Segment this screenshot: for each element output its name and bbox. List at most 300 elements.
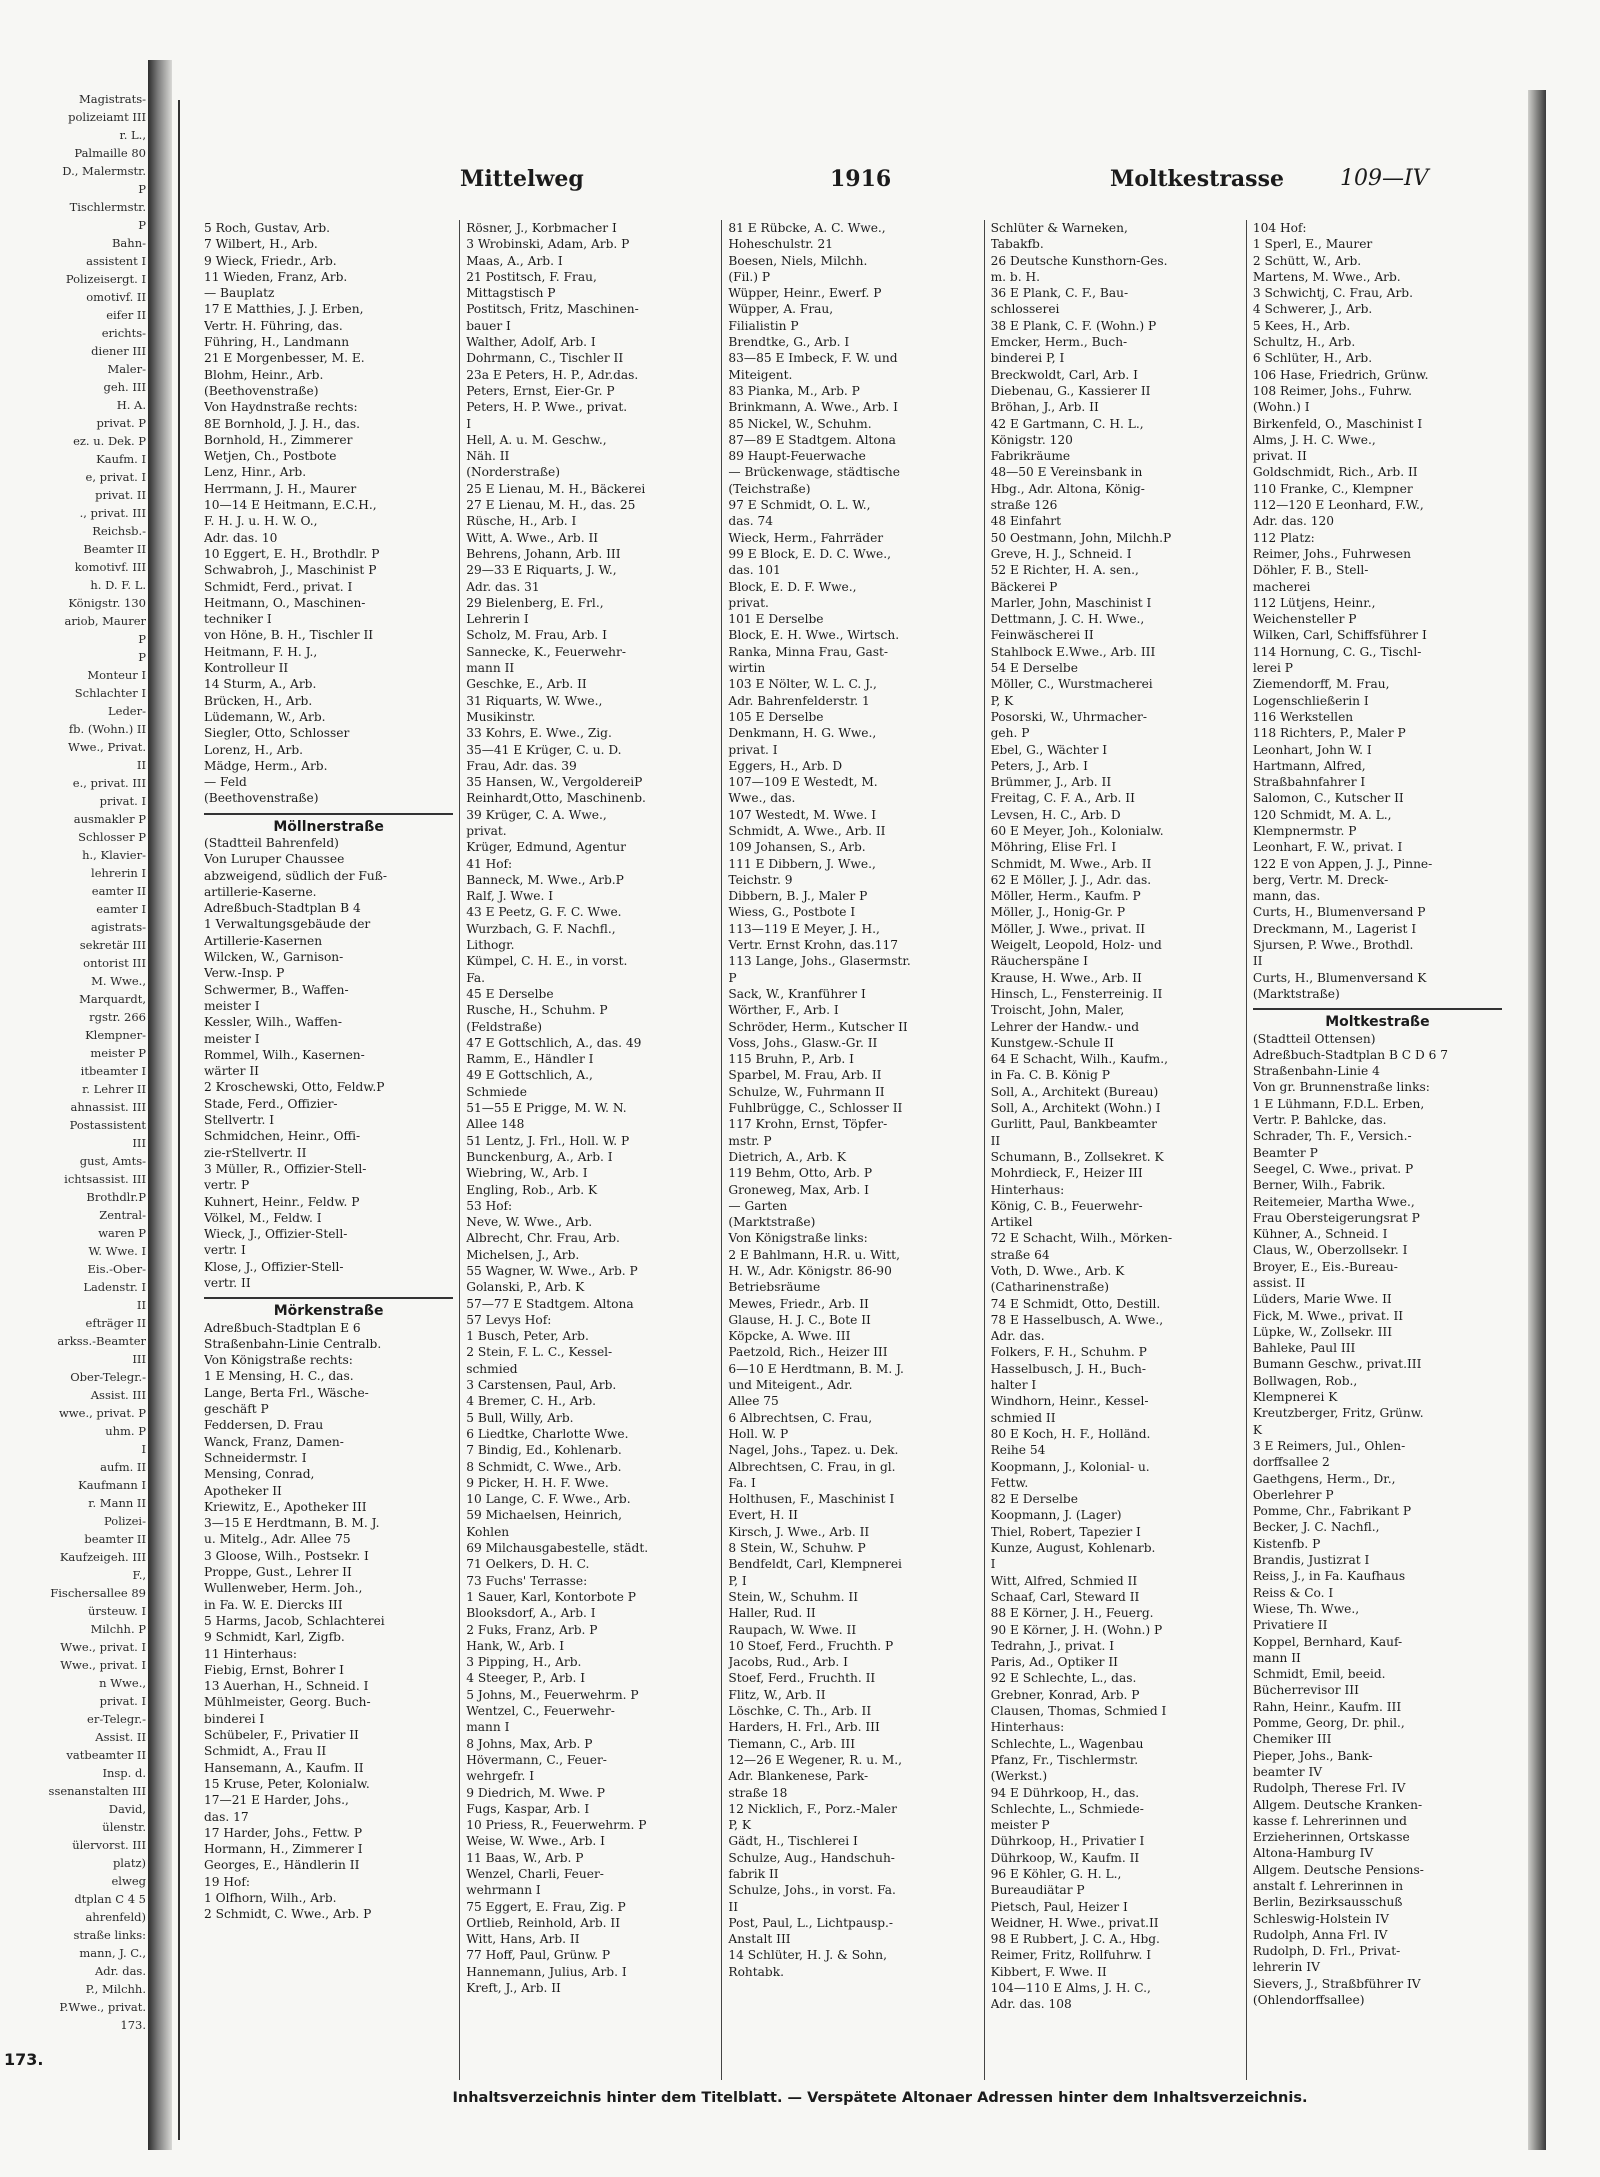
directory-entry: Koopmann, J., Kolonial- u. xyxy=(990,1459,1150,1474)
directory-entry: 104—110 E Alms, J. H. C., xyxy=(990,1981,1151,1996)
gutter-line: ülenstr. xyxy=(102,1820,146,1834)
directory-entry: 108 Reimer, Johs., Fuhrw. xyxy=(1252,383,1413,398)
directory-entry: Wüpper, Heinr., Ewerf. P xyxy=(728,286,882,301)
gutter-line: agistrats- xyxy=(90,920,146,934)
gutter-line: waren P xyxy=(98,1226,146,1240)
directory-entry: Adreßbuch-Stadtplan E 6 xyxy=(204,1320,361,1335)
directory-entry: 2 Schütt, W., Arb. xyxy=(1252,253,1362,268)
directory-entry: 5 Kees, H., Arb. xyxy=(1252,318,1351,333)
directory-entry: Reitemeier, Martha Wwe., xyxy=(1252,1194,1415,1209)
directory-entry: Jacobs, Rud., Arb. I xyxy=(728,1655,848,1670)
directory-entry: Dettmann, J. C. H. Wwe., xyxy=(990,612,1145,627)
directory-entry: F. H. J. u. H. W. O., xyxy=(204,514,318,529)
directory-entry: 1 Busch, Peter, Arb. xyxy=(466,1329,589,1344)
gutter-line: Marquardt, xyxy=(79,992,146,1006)
directory-entry: 43 E Peetz, G. F. C. Wwe. xyxy=(466,905,622,920)
gutter-line: P xyxy=(138,182,146,196)
directory-entry: Lange, Berta Frl., Wäsche- xyxy=(204,1385,369,1400)
directory-entry: (Beethovenstraße) xyxy=(204,383,319,398)
directory-entry: Bunckenburg, A., Arb. I xyxy=(466,1149,613,1164)
directory-entry: Beamter P xyxy=(1252,1145,1318,1160)
directory-entry: Straßbahnfahrer I xyxy=(1252,775,1366,790)
directory-entry: Kümpel, C. H. E., in vorst. xyxy=(466,954,628,969)
directory-entry: Siegler, Otto, Schlosser xyxy=(204,726,350,741)
gutter-line: Eis.-Ober- xyxy=(87,1262,146,1276)
directory-entry: Schulze, Aug., Handschuh- xyxy=(728,1850,895,1865)
gutter-line: sekretär III xyxy=(79,938,146,952)
directory-entry: Schwabroh, J., Maschinist P xyxy=(204,563,377,578)
directory-entry: Reihe 54 xyxy=(990,1443,1046,1458)
directory-entry: Allgem. Deutsche Kranken- xyxy=(1252,1797,1423,1812)
directory-entry: Schlechte, L., Schmiede- xyxy=(990,1801,1144,1816)
directory-entry: (Norderstraße) xyxy=(466,465,560,480)
directory-entry: 2 Kroschewski, Otto, Feldw.P xyxy=(204,1080,385,1095)
directory-entry: Ralf, J. Wwe. I xyxy=(466,889,554,904)
gutter-line: geh. III xyxy=(103,380,146,394)
directory-entry: Schmidt, M. Wwe., Arb. II xyxy=(990,856,1152,871)
directory-entry: 5 Harms, Jacob, Schlachterei xyxy=(204,1613,385,1628)
directory-entry: das. 101 xyxy=(728,563,781,578)
directory-entry: König, C. B., Feuerwehr- xyxy=(990,1198,1143,1213)
directory-entry: Rahn, Heinr., Kaufm. III xyxy=(1252,1699,1402,1714)
directory-entry: — Bauplatz xyxy=(204,286,275,301)
running-header xyxy=(180,166,1525,202)
directory-entry: 115 Bruhn, P., Arb. I xyxy=(728,1052,854,1067)
directory-entry: Kirsch, J. Wwe., Arb. II xyxy=(728,1524,870,1539)
directory-entry: 52 E Richter, H. A. sen., xyxy=(990,563,1139,578)
directory-entry: Klempnermstr. P xyxy=(1252,823,1357,838)
directory-entry: Tiemann, C., Arb. III xyxy=(728,1736,856,1751)
directory-entry: Eggers, H., Arb. D xyxy=(728,758,843,773)
gutter-line: H. A. xyxy=(116,398,146,412)
gutter-line: n Wwe., xyxy=(99,1676,146,1690)
directory-entry: Löschke, C. Th., Arb. II xyxy=(728,1704,872,1719)
directory-entry: 3 Gloose, Wilh., Postsekr. I xyxy=(204,1548,369,1563)
gutter-line: e, privat. I xyxy=(85,470,146,484)
directory-entry: 112 Lütjens, Heinr., xyxy=(1252,595,1376,610)
directory-entry: 17 Harder, Johs., Fettw. P xyxy=(204,1825,363,1840)
directory-entry: Kontrolleur II xyxy=(204,661,289,676)
directory-entry: Folkers, F. H., Schuhm. P xyxy=(990,1345,1147,1360)
directory-entry: 17 E Matthies, J. J. Erben, xyxy=(204,302,364,317)
directory-entry: Lehrer der Handw.- und xyxy=(990,1019,1140,1034)
directory-entry: Räucherspäne I xyxy=(990,954,1088,969)
directory-entry: Leonhart, F. W., privat. I xyxy=(1252,840,1403,855)
directory-entry: Lithogr. xyxy=(466,938,515,953)
directory-entry: schlosserei xyxy=(990,302,1060,317)
directory-entry: Bumann Geschw., privat.III xyxy=(1252,1357,1422,1372)
directory-entry: 6 Albrechtsen, C. Frau, xyxy=(728,1410,873,1425)
directory-entry: Schleswig-Holstein IV xyxy=(1252,1911,1389,1926)
directory-entry: 3 E Reimers, Jul., Ohlen- xyxy=(1252,1438,1406,1453)
directory-entry: Hoheschulstr. 21 xyxy=(728,237,834,252)
directory-entry: 2 Stein, F. L. C., Kessel- xyxy=(466,1345,613,1360)
column-5 xyxy=(1247,220,1508,2080)
gutter-line: Assist. III xyxy=(90,1388,146,1402)
directory-entry: (Wohn.) I xyxy=(1252,400,1310,415)
gutter-line: mann, J. C., xyxy=(79,1946,146,1960)
directory-entry: Miteigent. xyxy=(728,367,793,382)
directory-entry: 41 Hof: xyxy=(466,856,513,871)
directory-entry: Kistenfb. P xyxy=(1252,1536,1321,1551)
directory-entry: Bureaudiätar P xyxy=(990,1883,1085,1898)
header-left-street: Mittelweg xyxy=(460,166,584,192)
directory-entry: u. Mitelg., Adr. Allee 75 xyxy=(204,1532,351,1547)
directory-entry: Broyer, E., Eis.-Bureau- xyxy=(1252,1259,1398,1274)
gutter-line: Magistrats- xyxy=(79,92,146,106)
directory-entry: 1 Sperl, E., Maurer xyxy=(1252,237,1373,252)
directory-entry: 92 E Schlechte, L., das. xyxy=(990,1671,1137,1686)
gutter-line: h., Klavier- xyxy=(82,848,146,862)
directory-entry: straße 64 xyxy=(990,1247,1050,1262)
directory-entry: Soll, A., Architekt (Bureau) xyxy=(990,1084,1159,1099)
directory-entry: Klose, J., Offizier-Stell- xyxy=(204,1259,344,1274)
directory-entry: 8 Stein, W., Schuhw. P xyxy=(728,1541,866,1556)
directory-entry: 60 E Meyer, Joh., Kolonialw. xyxy=(990,823,1164,838)
directory-entry: 1 Olfhorn, Wilh., Arb. xyxy=(204,1890,337,1905)
directory-entry: Haller, Rud. II xyxy=(728,1606,816,1621)
header-right-street: Moltkestrasse xyxy=(1110,166,1284,192)
column-2 xyxy=(460,220,722,2080)
directory-entry: geh. P xyxy=(990,726,1030,741)
gutter-line: Fischersallee 89 xyxy=(50,1586,146,1600)
directory-entry: 112 Platz: xyxy=(1252,530,1315,545)
directory-entry: 119 Behm, Otto, Arb. P xyxy=(728,1166,873,1181)
gutter-line: polizeiamt III xyxy=(68,110,146,124)
directory-entry: privat. xyxy=(466,823,507,838)
column-1 xyxy=(198,220,460,2080)
directory-entry: H. W., Adr. Königstr. 86-90 xyxy=(728,1264,892,1278)
directory-entry: 104 Hof: xyxy=(1252,221,1307,235)
directory-page xyxy=(178,100,1525,2140)
gutter-line: Reichsb.- xyxy=(92,524,146,538)
directory-entry: Breckwoldt, Carl, Arb. I xyxy=(990,367,1138,382)
directory-entry: Schulze, W., Fuhrmann II xyxy=(728,1084,885,1099)
directory-entry: Schulze, Johs., in vorst. Fa. xyxy=(728,1883,896,1898)
directory-entry: Evert, H. II xyxy=(728,1508,798,1523)
directory-entry: Von Luruper Chaussee xyxy=(204,852,345,867)
directory-entry: 118 Richters, P., Maler P xyxy=(1252,726,1406,741)
directory-entry: Schneidermstr. I xyxy=(204,1450,307,1465)
directory-entry: 82 E Derselbe xyxy=(990,1492,1078,1507)
directory-entry: techniker I xyxy=(204,612,272,627)
directory-entry: Weigelt, Leopold, Holz- und xyxy=(990,938,1162,953)
directory-entry: (Ohlendorffsallee) xyxy=(1252,1993,1365,2008)
directory-entry: 5 Johns, M., Feuerwehrm. P xyxy=(466,1687,639,1702)
directory-entry: 110 Franke, C., Klempner xyxy=(1252,481,1413,496)
gutter-line: beamter II xyxy=(84,1532,146,1546)
directory-entry: 9 Picker, H. H. F. Wwe. xyxy=(466,1475,609,1490)
directory-entry: binderei P, I xyxy=(990,351,1065,366)
directory-entry: 11 Hinterhaus: xyxy=(204,1646,298,1661)
directory-entry: Sjursen, P. Wwe., Brothdl. xyxy=(1252,938,1414,953)
directory-entry: 101 E Derselbe xyxy=(728,612,824,627)
directory-entry: Lehrerin I xyxy=(466,612,529,627)
directory-entry: anstalt f. Lehrerinnen in xyxy=(1252,1878,1404,1893)
directory-entry: macherei xyxy=(1252,579,1311,594)
directory-entry: Schmidt, Emil, beeid. xyxy=(1252,1667,1386,1682)
directory-entry: Klempnerei K xyxy=(1252,1390,1338,1405)
directory-entry: Goldschmidt, Rich., Arb. II xyxy=(1252,465,1418,480)
directory-entry: mstr. P xyxy=(728,1133,772,1148)
directory-entry: Chemiker III xyxy=(1252,1732,1332,1747)
directory-entry: Frau Obersteigerungsrat P xyxy=(1252,1210,1420,1225)
directory-entry: Hbg., Adr. Altona, König- xyxy=(990,481,1145,496)
gutter-line: Palmaille 80 xyxy=(74,146,146,160)
directory-entry: (Stadtteil Ottensen) xyxy=(1252,1031,1376,1046)
directory-entry: 120 Schmidt, M. A. L., xyxy=(1252,807,1392,822)
directory-entry: Holthusen, F., Maschinist I xyxy=(728,1492,895,1507)
gutter-line: Brothdlr.P xyxy=(86,1190,146,1204)
directory-entry: Voth, D. Wwe., Arb. K xyxy=(990,1264,1125,1278)
gutter-line: Leder- xyxy=(108,704,146,718)
directory-entry: 6 Liedtke, Charlotte Wwe. xyxy=(466,1426,629,1441)
gutter-line: I xyxy=(141,1442,146,1456)
directory-entry: Witt, Alfred, Schmied II xyxy=(990,1573,1138,1588)
column-3 xyxy=(722,220,984,2080)
directory-entry: Von Königstraße links: xyxy=(728,1231,868,1246)
directory-entry: Hartmann, Alfred, xyxy=(1252,758,1366,773)
directory-entry: Pfanz, Fr., Tischlermstr. xyxy=(990,1752,1139,1767)
directory-entry: Bendfeldt, Carl, Klempnerei xyxy=(728,1557,902,1572)
directory-entry: kasse f. Lehrerinnen und xyxy=(1252,1813,1407,1828)
directory-entry: dorffsallee 2 xyxy=(1252,1455,1330,1470)
directory-entry: Witt, Hans, Arb. II xyxy=(466,1932,580,1947)
directory-entry: m. b. H. xyxy=(990,269,1040,284)
directory-entry: Block, E. D. F. Wwe., xyxy=(728,579,857,594)
gutter-line: ez. u. Dek. P xyxy=(73,434,146,448)
directory-entry: Adr. Bahrenfelderstr. 1 xyxy=(728,693,870,708)
gutter-line: vatbeamter II xyxy=(66,1748,146,1762)
directory-entry: Möller, Herm., Kaufm. P xyxy=(990,889,1141,904)
directory-entry: Rusche, H., Schuhm. P xyxy=(466,1003,608,1018)
directory-entry: Hansemann, A., Kaufm. II xyxy=(204,1760,364,1775)
directory-entry: (Feldstraße) xyxy=(466,1019,543,1034)
directory-entry: das. 17 xyxy=(204,1809,249,1824)
gutter-line: W. Wwe. I xyxy=(88,1244,146,1258)
directory-entry: Paris, Ad., Optiker II xyxy=(990,1655,1118,1670)
gutter-line: P xyxy=(138,218,146,232)
directory-entry: 27 E Lienau, M. H., das. 25 xyxy=(466,498,636,513)
directory-entry: Rommel, Wilh., Kasernen- xyxy=(204,1047,365,1062)
gutter-line: dtplan C 4 5 xyxy=(74,1892,146,1906)
directory-entry: mann II xyxy=(1252,1650,1301,1665)
directory-entry: Schröder, Herm., Kutscher II xyxy=(728,1019,908,1034)
directory-entry: 7 Wilbert, H., Arb. xyxy=(204,237,318,252)
directory-entry: Altona-Hamburg IV xyxy=(1252,1846,1374,1861)
directory-entry: Kunze, August, Kohlenarb. xyxy=(990,1541,1156,1556)
directory-entry: Schwermer, B., Waffen- xyxy=(204,982,349,997)
directory-entry: Döhler, F. B., Stell- xyxy=(1252,563,1369,578)
directory-entry: Hinsch, L., Fensterreinig. II xyxy=(990,986,1163,1001)
gutter-line: elweg xyxy=(111,1874,146,1888)
directory-entry: Birkenfeld, O., Maschinist I xyxy=(1252,416,1423,431)
gutter-line: Tischlermstr. xyxy=(69,200,146,214)
directory-entry: Wörther, F., Arb. I xyxy=(728,1003,839,1018)
gutter-line: P xyxy=(138,632,146,646)
directory-entry: Fick, M. Wwe., privat. II xyxy=(1252,1308,1404,1323)
directory-entry: 10—14 E Heitmann, E.C.H., xyxy=(204,498,377,513)
directory-entry: 74 E Schmidt, Otto, Destill. xyxy=(990,1296,1161,1311)
gutter-line: Adr. das. xyxy=(95,1964,146,1978)
directory-entry: wärter II xyxy=(204,1064,259,1079)
gutter-line: eamter I xyxy=(96,902,146,916)
directory-entry: Rudolph, D. Frl., Privat- xyxy=(1252,1944,1401,1959)
directory-entry: 39 Krüger, C. A. Wwe., xyxy=(466,807,607,822)
directory-entry: Hell, A. u. M. Geschw., xyxy=(466,432,607,447)
directory-entry: 97 E Schmidt, O. L. W., xyxy=(728,498,871,513)
gutter-line: ausmakler P xyxy=(73,812,146,826)
directory-entry: 2 E Bahlmann, H.R. u. Witt, xyxy=(728,1247,900,1262)
directory-entry: Seegel, C. Wwe., privat. P xyxy=(1252,1161,1414,1176)
directory-entry: Nagel, Johs., Tapez. u. Dek. xyxy=(728,1443,899,1458)
directory-entry: Möller, C., Wurstmacherei xyxy=(990,677,1153,692)
gutter-line: privat. P xyxy=(96,416,146,430)
directory-entry: (Beethovenstraße) xyxy=(204,791,319,806)
directory-entry: Heitmann, F. H. J., xyxy=(204,644,318,659)
directory-entry: 9 Wieck, Friedr., Arb. xyxy=(204,253,337,268)
directory-entry: 114 Hornung, C. G., Tischl- xyxy=(1252,644,1422,659)
directory-entry: Witt, A. Wwe., Arb. II xyxy=(466,530,599,545)
directory-entry: 3 Müller, R., Offizier-Stell- xyxy=(204,1161,367,1176)
directory-entry: 109 Johansen, S., Arb. xyxy=(728,840,866,855)
directory-entry: K xyxy=(1252,1422,1262,1437)
directory-entry: 107—109 E Westedt, M. xyxy=(728,775,878,790)
directory-entry: Anstalt III xyxy=(728,1932,791,1947)
directory-entry: das. 74 xyxy=(728,514,773,529)
directory-entry: Wwe., das. xyxy=(728,791,796,806)
directory-entry: 78 E Hasselbusch, A. Wwe., xyxy=(990,1312,1164,1327)
directory-entry: 12—26 E Wegener, R. u. M., xyxy=(728,1752,903,1767)
directory-entry: Alms, J. H. C. Wwe., xyxy=(1252,432,1376,447)
directory-entry: wehrgefr. I xyxy=(466,1769,535,1784)
directory-entry: Königstr. 120 xyxy=(990,432,1073,447)
directory-entry: Pieper, Johs., Bank- xyxy=(1252,1748,1373,1763)
directory-entry: 2 Schmidt, C. Wwe., Arb. P xyxy=(204,1907,372,1922)
gutter-line: ülervorst. III xyxy=(72,1838,146,1852)
directory-entry: 64 E Schacht, Wilh., Kaufm., xyxy=(990,1052,1168,1067)
gutter-line: aufm. II xyxy=(100,1460,146,1474)
directory-entry: 117 Krohn, Ernst, Töpfer- xyxy=(728,1117,888,1132)
directory-entry: Schmiede xyxy=(466,1084,527,1099)
gutter-line: F., xyxy=(132,1568,146,1582)
gutter-line: komotivf. III xyxy=(74,560,146,574)
directory-entry: Lorenz, H., Arb. xyxy=(204,742,304,757)
directory-entry: Wilken, Carl, Schiffsführer I xyxy=(1252,628,1427,643)
directory-entry: 17—21 E Harder, Johs., xyxy=(204,1793,349,1808)
directory-entry: Sparbel, M. Frau, Arb. II xyxy=(728,1068,882,1083)
directory-entry: 12 Nicklich, F., Porz.-Maler xyxy=(728,1801,897,1816)
directory-entry: Peters, J., Arb. I xyxy=(990,758,1088,773)
gutter-line: omotivf. II xyxy=(86,290,146,304)
directory-entry: Rösner, J., Korbmacher I xyxy=(466,221,617,235)
directory-entry: Bäckerei P xyxy=(990,579,1058,594)
gutter-line: erichts- xyxy=(101,326,146,340)
directory-entry: Hinterhaus: xyxy=(990,1720,1065,1735)
directory-entry: privat. xyxy=(728,595,769,610)
directory-entry: zie-rStellvertr. II xyxy=(204,1145,307,1160)
directory-entry: 72 E Schacht, Wilh., Mörken- xyxy=(990,1231,1173,1246)
directory-entry: Behrens, Johann, Arb. III xyxy=(466,546,621,561)
directory-entry: meister I xyxy=(204,998,260,1013)
directory-entry: Leonhart, John W. I xyxy=(1252,742,1372,757)
directory-entry: Dibbern, B. J., Maler P xyxy=(728,889,868,904)
directory-entry: vertr. II xyxy=(204,1276,251,1290)
directory-entry: Sievers, J., Straßbführer IV xyxy=(1252,1976,1421,1991)
directory-entry: Brandis, Justizrat I xyxy=(1252,1553,1370,1568)
directory-entry: Denkmann, H. G. Wwe., xyxy=(728,726,877,741)
directory-entry: 5 Roch, Gustav, Arb. xyxy=(204,221,331,235)
directory-entry: Wentzel, C., Feuerwehr- xyxy=(466,1704,615,1719)
gutter-line: Klempner- xyxy=(85,1028,146,1042)
directory-entry: Greve, H. J., Schneid. I xyxy=(990,546,1132,561)
directory-entry: Schumann, B., Zollsekret. K xyxy=(990,1149,1164,1164)
directory-entry: 1 Sauer, Karl, Kontorbote P xyxy=(466,1589,636,1604)
directory-entry: Frau, Adr. das. 39 xyxy=(466,758,577,773)
directory-entry: mann I xyxy=(466,1720,510,1735)
gutter-line: Postassistent xyxy=(69,1118,146,1132)
directory-entry: Blooksdorf, A., Arb. I xyxy=(466,1606,596,1621)
directory-entry: 103 E Nölter, W. L. C. J., xyxy=(728,677,877,692)
gutter-line: III xyxy=(132,1352,146,1366)
gutter-line: ., privat. III xyxy=(79,506,146,520)
directory-entry: Betriebsräume xyxy=(728,1280,821,1295)
directory-entry: Mewes, Friedr., Arb. II xyxy=(728,1296,869,1311)
directory-entry: 96 E Köhler, G. H. L., xyxy=(990,1866,1122,1881)
gutter-line: ahrenfeld) xyxy=(85,1910,146,1924)
gutter-line: ichtsassist. III xyxy=(64,1172,146,1186)
book-binding-shadow xyxy=(148,60,172,2150)
directory-entry: wehrmann I xyxy=(466,1883,541,1898)
directory-entry: 11 Baas, W., Arb. P xyxy=(466,1850,584,1865)
directory-entry: 75 Eggert, E. Frau, Zig. P xyxy=(466,1899,626,1914)
directory-entry: 9 Diedrich, M. Wwe. P xyxy=(466,1785,606,1800)
directory-entry: Feddersen, D. Frau xyxy=(204,1418,324,1433)
directory-entry: straße 126 xyxy=(990,498,1058,513)
directory-entry: Pomme, Georg, Dr. phil., xyxy=(1252,1716,1405,1731)
directory-entry: Dührkoop, H., Privatier I xyxy=(990,1834,1145,1849)
gutter-line: straße links: xyxy=(73,1928,146,1942)
gutter-line: efträger II xyxy=(85,1316,146,1330)
gutter-line: Zentral- xyxy=(99,1208,146,1222)
gutter-line: gust, Amts- xyxy=(79,1154,146,1168)
directory-entry: Kuhnert, Heinr., Feldw. P xyxy=(204,1194,360,1209)
directory-entry: Vertr. Ernst Krohn, das.117 xyxy=(728,938,899,953)
directory-entry: 81 E Rübcke, A. C. Wwe., xyxy=(728,221,886,235)
gutter-line: Ladenstr. I xyxy=(83,1280,146,1294)
directory-entry: 57—77 E Stadtgem. Altona xyxy=(466,1296,634,1311)
directory-entry: schmied II xyxy=(990,1410,1056,1425)
directory-entry: beamter IV xyxy=(1252,1764,1323,1779)
directory-entry: Michelsen, J., Arb. xyxy=(466,1247,580,1262)
directory-entry: Fiebig, Ernst, Bohrer I xyxy=(204,1662,344,1677)
directory-entry: 13 Auerhan, H., Schneid. I xyxy=(204,1679,369,1694)
directory-entry: Rudolph, Therese Frl. IV xyxy=(1252,1781,1406,1796)
directory-entry: Reiss, J., in Fa. Kaufhaus xyxy=(1252,1569,1406,1584)
directory-entry: privat. I xyxy=(728,742,778,757)
header-page-number: 109—IV xyxy=(1340,166,1429,191)
directory-entry: 116 Werkstellen xyxy=(1252,709,1354,724)
directory-entry: Thiel, Robert, Tapezier I xyxy=(990,1524,1141,1539)
gutter-line: itbeamter I xyxy=(80,1064,146,1078)
directory-entry: 23a E Peters, H. P., Adr.das. xyxy=(466,367,639,382)
directory-entry: Lenz, Hinr., Arb. xyxy=(204,465,307,480)
directory-entry: Boesen, Niels, Milchh. xyxy=(728,253,868,268)
directory-entry: Engling, Rob., Arb. K xyxy=(466,1182,598,1197)
directory-entry: 10 Stoef, Ferd., Fruchth. P xyxy=(728,1638,894,1653)
directory-entry: Adr. das. 31 xyxy=(466,579,540,594)
directory-entry: in Fa. W. E. Diercks III xyxy=(204,1597,343,1612)
